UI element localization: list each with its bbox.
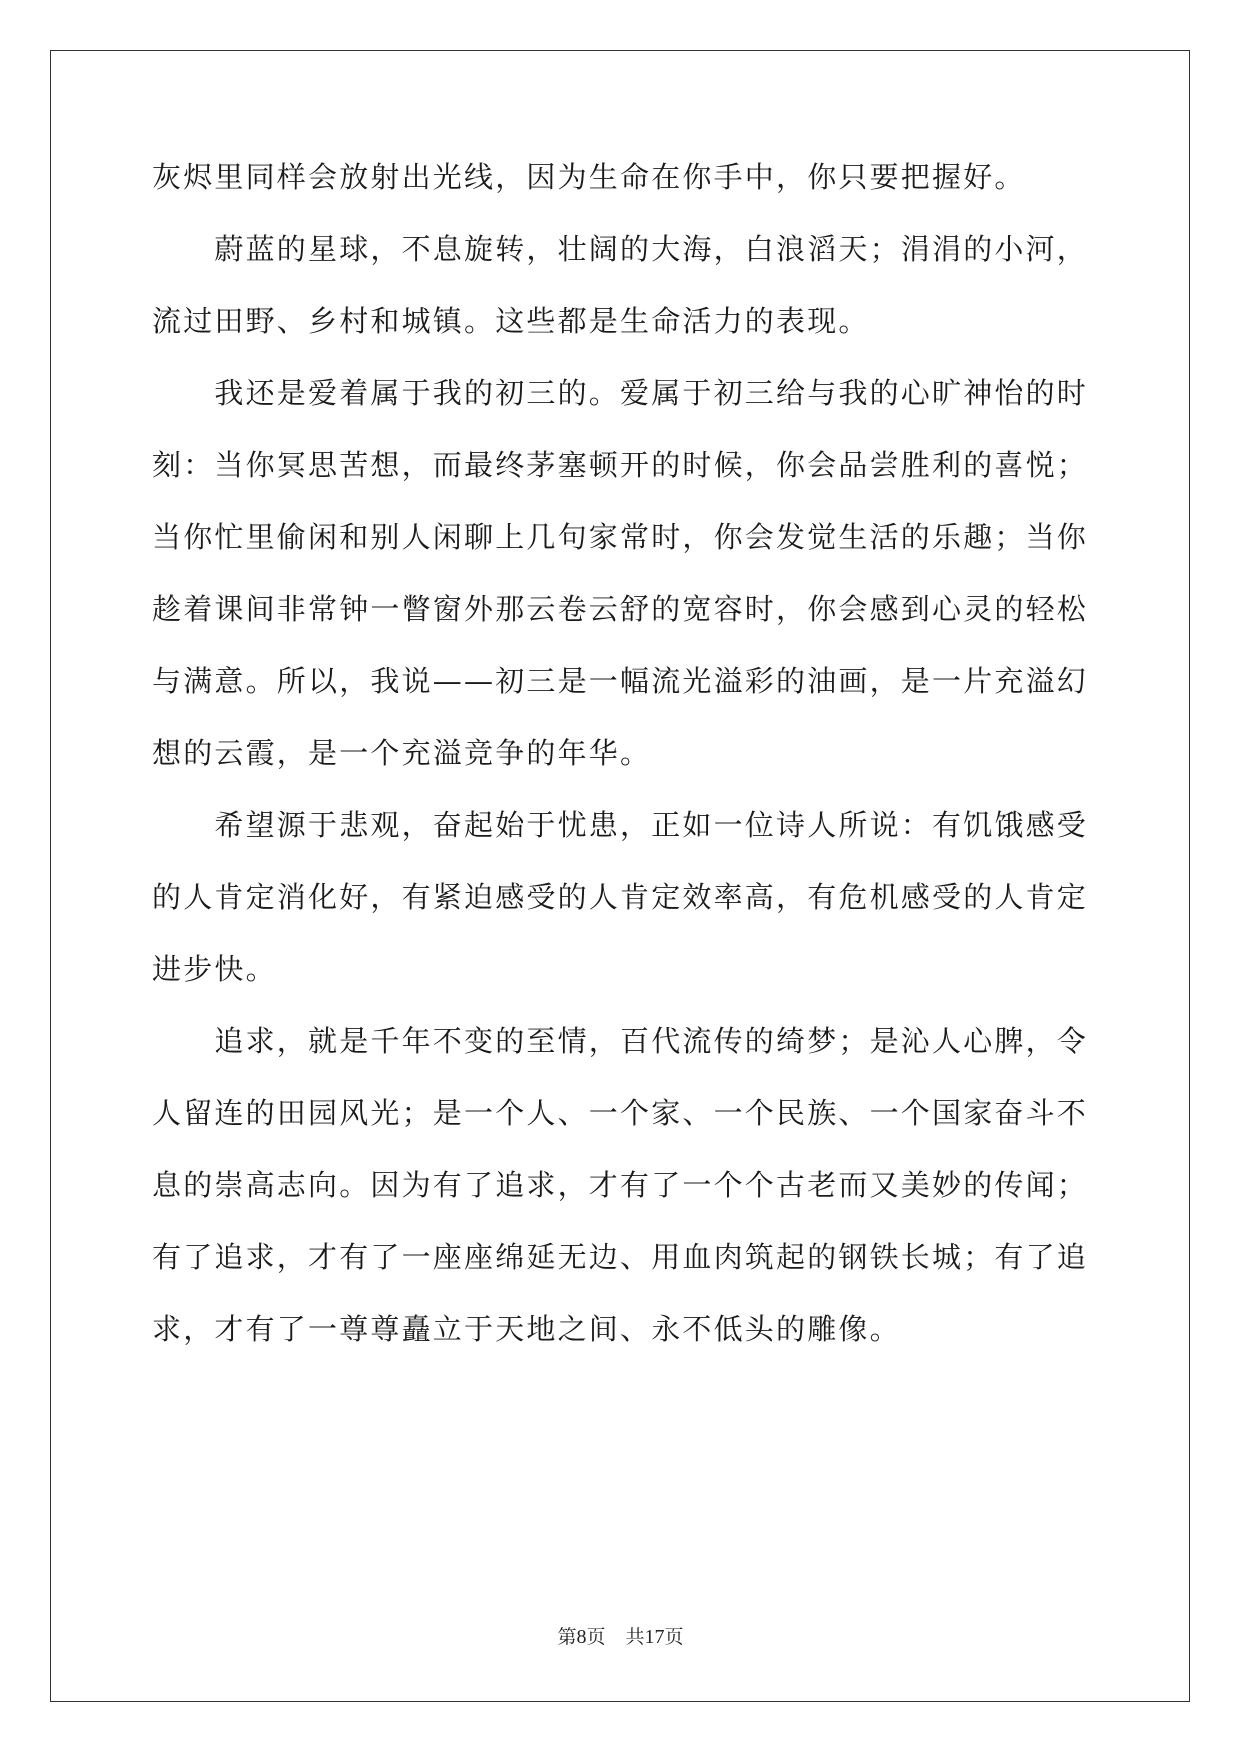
total-prefix: 共 bbox=[625, 1627, 645, 1648]
text-line: 蔚蓝的星球，不息旋转，壮阔的大海，白浪滔天；涓涓的小河， bbox=[152, 232, 1089, 266]
text-line: 想的云霞，是一个充溢竞争的年华。 bbox=[152, 736, 652, 770]
total-suffix: 页 bbox=[664, 1627, 684, 1648]
text-line: 的人肯定消化好，有紧迫感受的人肯定效率高，有危机感受的人肯定 bbox=[152, 880, 1089, 914]
page-footer bbox=[0, 1626, 1241, 1649]
text-line: 与满意。所以，我说——初三是一幅流光溢彩的油画，是一片充溢幻 bbox=[152, 664, 1089, 698]
text-line: 人留连的田园风光；是一个人、一个家、一个民族、一个国家奋斗不 bbox=[152, 1096, 1089, 1130]
text-line: 有了追求，才有了一座座绵延无边、用血肉筑起的钢铁长城；有了追 bbox=[152, 1240, 1089, 1274]
text-line: 刻：当你冥思苦想，而最终茅塞顿开的时候，你会品尝胜利的喜悦； bbox=[152, 448, 1089, 482]
text-line: 希望源于悲观，奋起始于忧患，正如一位诗人所说：有饥饿感受 bbox=[152, 808, 1089, 842]
page-suffix: 页 bbox=[586, 1627, 606, 1648]
text-line: 求，才有了一尊尊矗立于天地之间、永不低头的雕像。 bbox=[152, 1312, 901, 1346]
text-line: 当你忙里偷闲和别人闲聊上几句家常时，你会发觉生活的乐趣；当你 bbox=[152, 520, 1089, 554]
page-number: 8 bbox=[576, 1626, 587, 1648]
page-prefix: 第 bbox=[557, 1627, 577, 1648]
text-line: 趁着课间非常钟一瞥窗外那云卷云舒的宽容时，你会感到心灵的轻松 bbox=[152, 592, 1089, 626]
text-line: 追求，就是千年不变的至情，百代流传的绮梦；是沁人心脾，令 bbox=[152, 1024, 1089, 1058]
page-border bbox=[50, 50, 1190, 1702]
text-line: 流过田野、乡村和城镇。这些都是生命活力的表现。 bbox=[152, 304, 870, 338]
text-line: 息的崇高志向。因为有了追求，才有了一个个古老而又美妙的传闻； bbox=[152, 1168, 1089, 1202]
text-line: 我还是爱着属于我的初三的。爱属于初三给与我的心旷神怡的时 bbox=[152, 376, 1089, 410]
total-pages: 17 bbox=[644, 1626, 665, 1648]
text-line: 灰烬里同样会放射出光线，因为生命在你手中，你只要把握好。 bbox=[152, 160, 1026, 194]
text-line: 进步快。 bbox=[152, 952, 277, 986]
